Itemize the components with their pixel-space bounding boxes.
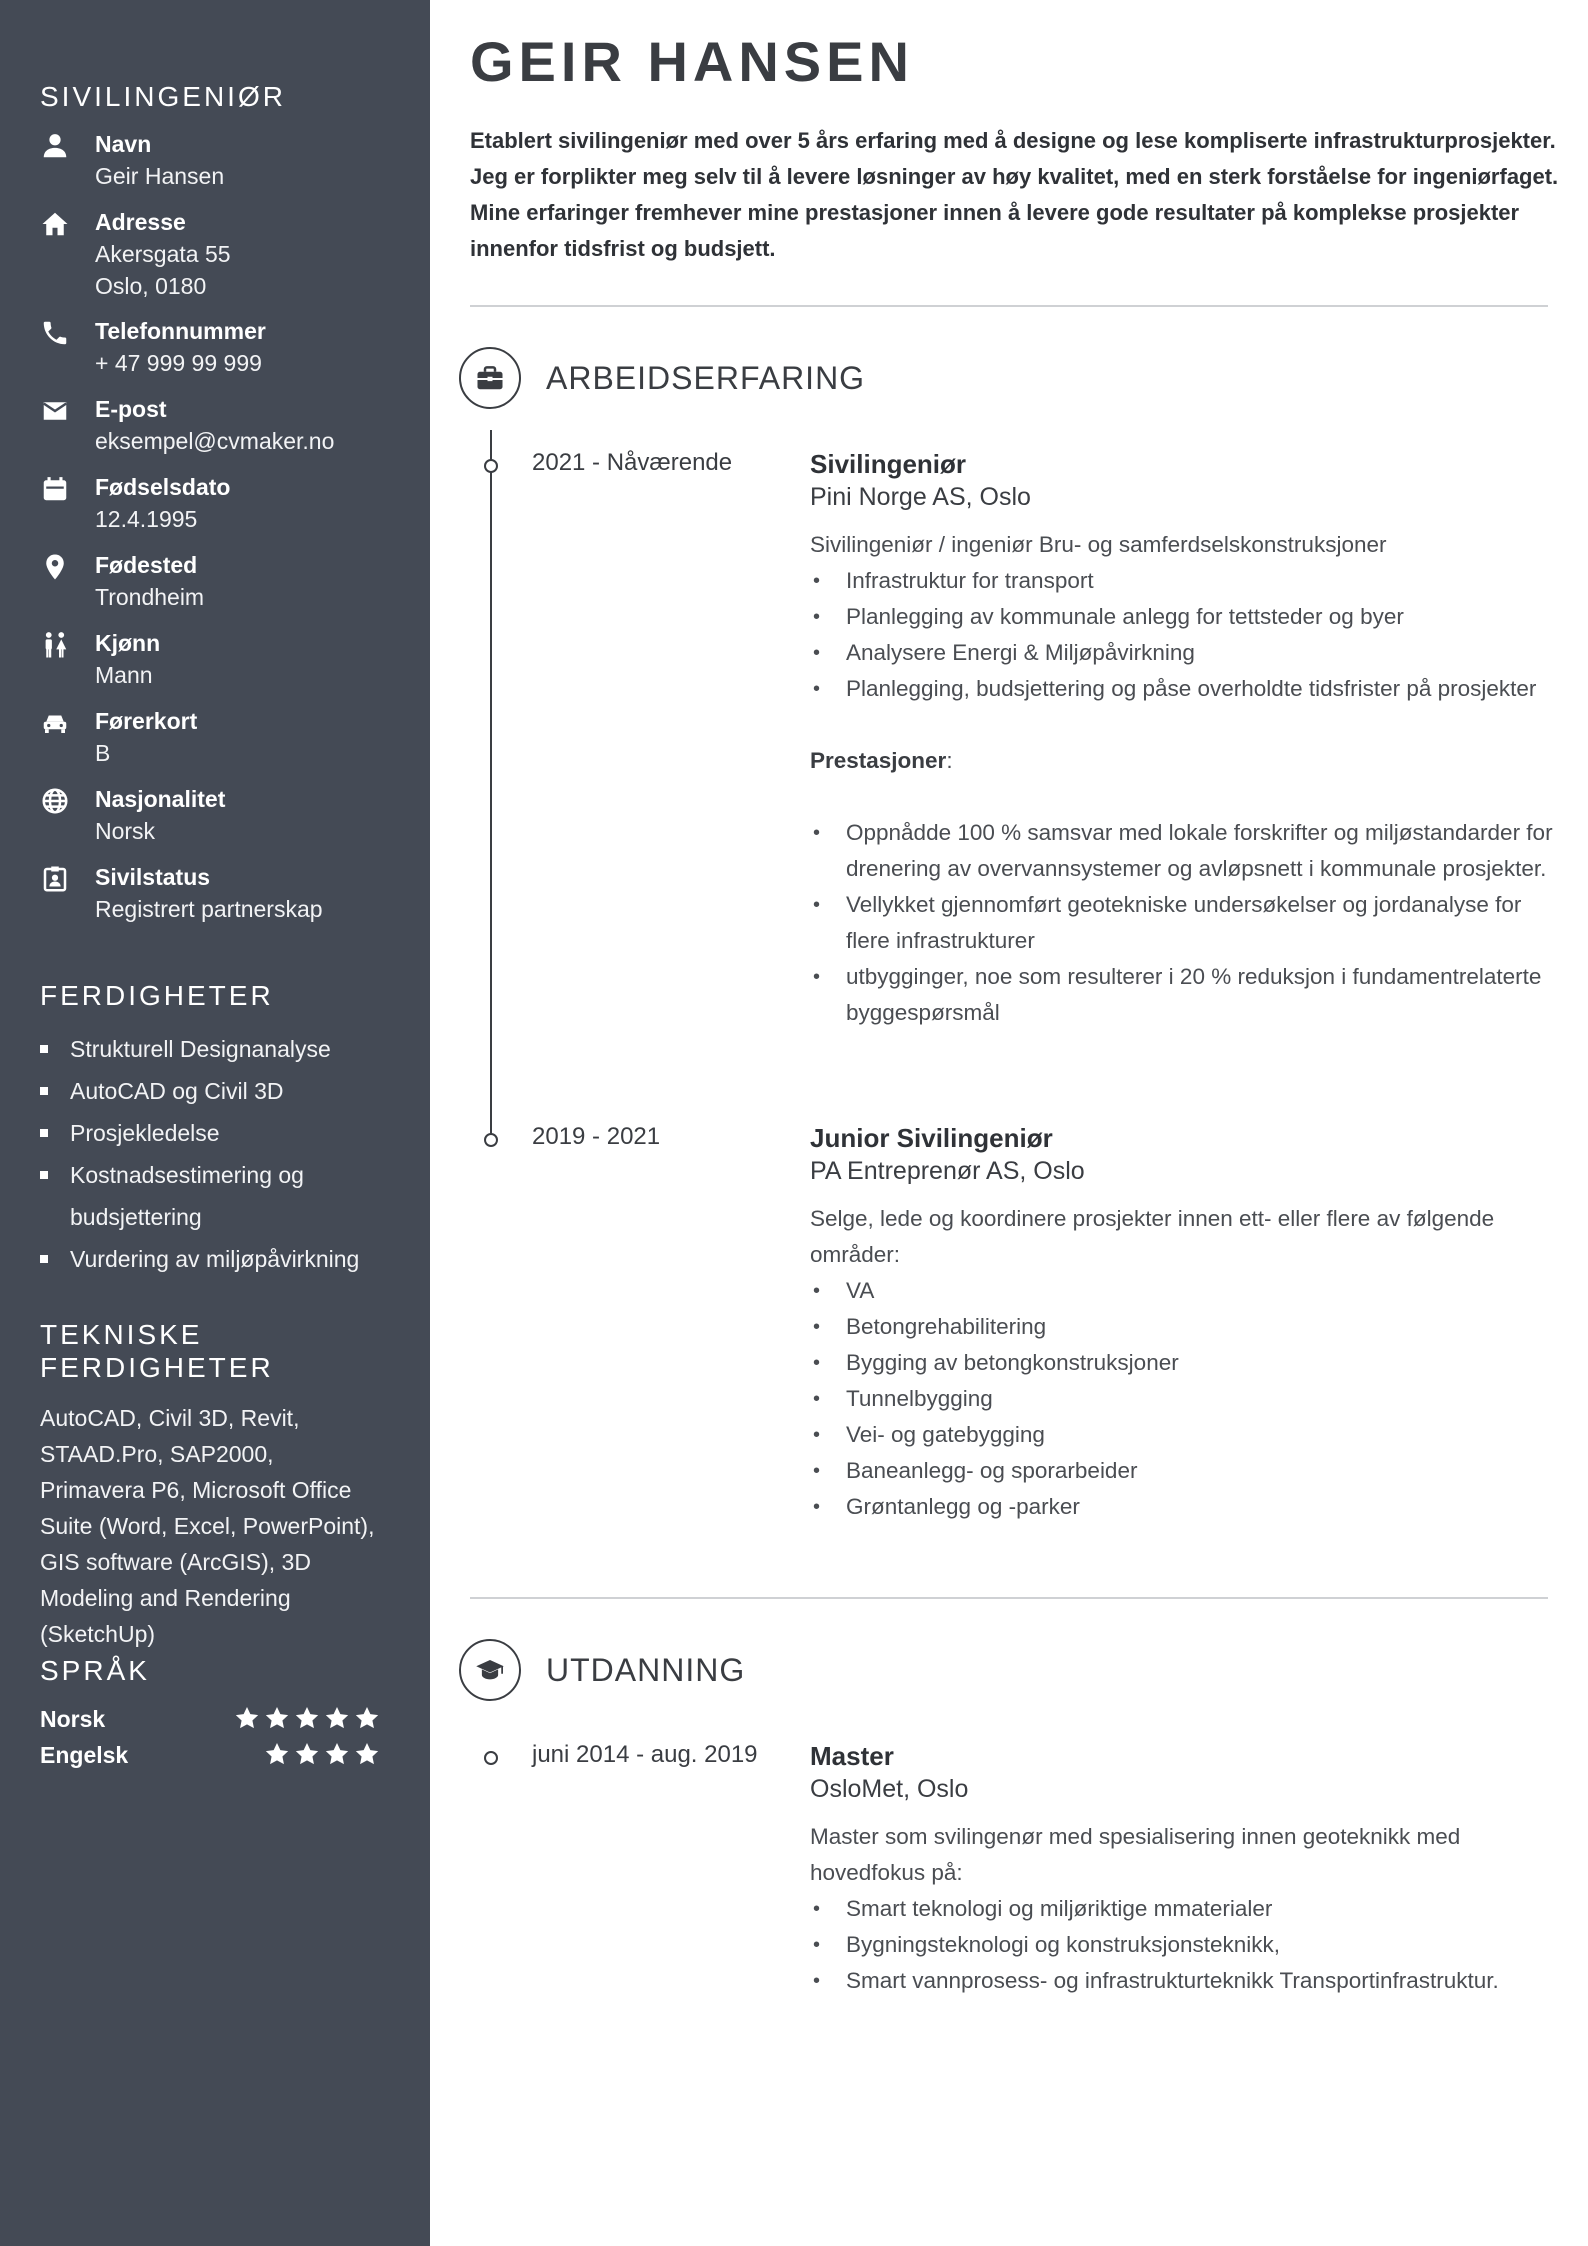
list-item: • Vellykket gjennomført geotekniske undersøkelser og jordanalyse for flere infrastrukturer (810, 887, 1555, 959)
star-icon (264, 1741, 290, 1767)
mail-icon (40, 396, 70, 426)
star-icon (324, 1741, 350, 1767)
job-title: Junior Sivilingeniør (810, 1123, 1053, 1153)
skills-list (40, 1028, 400, 1280)
list-item: • Betongrehabilitering (810, 1309, 1555, 1345)
job-date: 2019 - 2021 (532, 1123, 661, 1150)
full-name: GEIR HANSEN (470, 30, 914, 93)
job-description (810, 1201, 1555, 1525)
globe-icon (40, 786, 70, 816)
education-section-title: UTDANNING (546, 1652, 746, 1688)
job-duties (810, 1273, 1555, 1525)
star-icon (354, 1741, 380, 1767)
star-icon (294, 1741, 320, 1767)
job-date: 2021 - Nåværende (532, 449, 733, 476)
achievements-list (810, 815, 1555, 1031)
work-section-title: ARBEIDSERFARING (546, 360, 866, 396)
star-icon (294, 1705, 320, 1731)
job-entry (810, 447, 1555, 1031)
skills-heading: FERDIGHETER (40, 980, 274, 1011)
job-company: PA Entreprenør AS, Oslo (810, 1157, 1085, 1185)
list-item: • Analysere Energi & Miljøpåvirkning (810, 635, 1555, 671)
star-rating (264, 1741, 380, 1767)
job-description (810, 527, 1555, 1031)
briefcase-icon (475, 363, 505, 393)
graduation-cap-icon (475, 1655, 505, 1685)
education-date: juni 2014 - aug. 2019 (532, 1741, 758, 1768)
skill-item: Prosjekledelse (40, 1112, 400, 1154)
list-item: • Bygging av betongkonstruksjoner (810, 1345, 1555, 1381)
star-icon (324, 1705, 350, 1731)
list-item: • VA (810, 1273, 1555, 1309)
personal-heading: SIVILINGENIØR (40, 81, 286, 112)
section-icon-education (459, 1639, 521, 1701)
timeline-dot (484, 459, 498, 473)
divider (470, 1597, 1548, 1599)
education-topics (810, 1891, 1555, 1999)
skill-item: Vurdering av miljøpåvirkning (40, 1238, 400, 1280)
list-item: • Planlegging, budsjettering og påse overholdte tidsfrister på prosjekter (810, 671, 1555, 707)
job-intro: Selge, lede og koordinere prosjekter innen ett- eller flere av følgende områder: (810, 1206, 1495, 1267)
timeline-line (490, 430, 492, 1142)
timeline-dot (484, 1751, 498, 1765)
star-rating (234, 1705, 380, 1731)
language-name: Norsk (40, 1706, 106, 1732)
degree-title: Master (810, 1741, 894, 1771)
education-intro: Master som svilingenør med spesialisering innen geoteknikk med hovedfokus på: (810, 1824, 1461, 1885)
list-item: • Smart teknologi og miljøriktige mmaterialer (810, 1891, 1555, 1927)
tech-heading-line1: TEKNISKE (40, 1319, 203, 1350)
languages-heading: SPRÅK (40, 1655, 150, 1686)
person-icon (40, 131, 70, 161)
job-company: Pini Norge AS, Oslo (810, 483, 1031, 511)
job-title: Sivilingeniør (810, 449, 967, 479)
job-intro: Sivilingeniør / ingeniør Bru- og samferdselskonstruksjoner (810, 532, 1387, 557)
list-item: • Oppnådde 100 % samsvar med lokale forskrifter og miljøstandarder for drenering av overvannsystemer og avløpsnett i kommunale prosjekter. (810, 815, 1555, 887)
star-icon (234, 1705, 260, 1731)
job-entry (810, 1121, 1555, 1525)
list-item: • Bygningsteknologi og konstruksjonsteknikk, (810, 1927, 1555, 1963)
star-icon (264, 1705, 290, 1731)
divider (470, 305, 1548, 307)
location-pin-icon (40, 552, 70, 582)
calendar-icon (40, 474, 70, 504)
tech-heading-line2: FERDIGHETER (40, 1352, 274, 1383)
education-entry (810, 1739, 1555, 1999)
timeline-dot (484, 1133, 498, 1147)
list-item: • Baneanlegg- og sporarbeider (810, 1453, 1555, 1489)
gender-icon (40, 630, 70, 660)
list-item: • Infrastruktur for transport (810, 563, 1555, 599)
list-item: • Vei- og gatebygging (810, 1417, 1555, 1453)
education-description (810, 1819, 1555, 1999)
list-item: • Smart vannprosess- og infrastrukturteknikk Transportinfrastruktur. (810, 1963, 1555, 1999)
star-icon (354, 1705, 380, 1731)
language-row-engelsk (40, 1739, 380, 1771)
language-name: Engelsk (40, 1742, 129, 1768)
list-item: • Grøntanlegg og -parker (810, 1489, 1555, 1525)
achievements-label: Prestasjoner: (810, 748, 953, 773)
list-item: • Planlegging av kommunale anlegg for tettsteder og byer (810, 599, 1555, 635)
phone-icon (40, 318, 70, 348)
skill-item: AutoCAD og Civil 3D (40, 1070, 400, 1112)
list-item: • Tunnelbygging (810, 1381, 1555, 1417)
sidebar: SIVILINGENIØR Navn Geir Hansen Adresse Akersgata 55 Oslo, 0180 Telefonnummer + 47 999 99 999 E-post eksempel@cvmaker.no Fødselsdato 12.4.1995 Fødested Trondheim Kjønn Mann Førerkort B Nasjonalitet Norsk Sivilstatus Registrert partnerskap FERDIGHETER Strukturell Designanalyse AutoCAD og Civil 3D Prosjekledelse Kostnadsestimering og budsjettering Vurdering av miljøpåvirkning TEKNISKE FERDIGHETER AutoCAD, Civil 3D, Revit, STAAD.Pro, SAP2000, Primavera P6, Microsoft Office Suite (Word, Excel, PowerPoint), GIS software (ArcGIS), 3D Modeling and Rendering (SketchUp) SPRÅK Norsk Engelsk (0, 0, 430, 2246)
id-badge-icon (40, 864, 70, 894)
school-name: OsloMet, Oslo (810, 1775, 969, 1803)
home-icon (40, 209, 70, 239)
tech-skills-text: AutoCAD, Civil 3D, Revit, STAAD.Pro, SAP2000, Primavera P6, Microsoft Office Suite (Word, Excel, PowerPoint), GIS software (ArcGIS), 3D Modeling and Rendering (SketchUp) (40, 1405, 375, 1647)
skill-item: Strukturell Designanalyse (40, 1028, 400, 1070)
car-icon (40, 708, 70, 738)
profile-summary: Etablert sivilingeniør med over 5 års erfaring med å designe og lese kompliserte infrastrukturprosjekter. Jeg er forplikter meg selv til å levere løsninger av høy kvalitet, med en sterk forståelse for ingeniørfaget. Mine erfaringer fremhever mine prestasjoner innen å levere gode resultater på komplekse prosjekter innenfor tidsfrist og budsjett. (470, 128, 1559, 261)
job-duties (810, 563, 1555, 707)
list-item: • utbygginger, noe som resulterer i 20 % reduksjon i fundamentrelaterte byggespørsmål (810, 959, 1555, 1031)
language-row-norsk (40, 1703, 380, 1735)
section-icon-work (459, 347, 521, 409)
skill-item: Kostnadsestimering og budsjettering (40, 1154, 400, 1238)
